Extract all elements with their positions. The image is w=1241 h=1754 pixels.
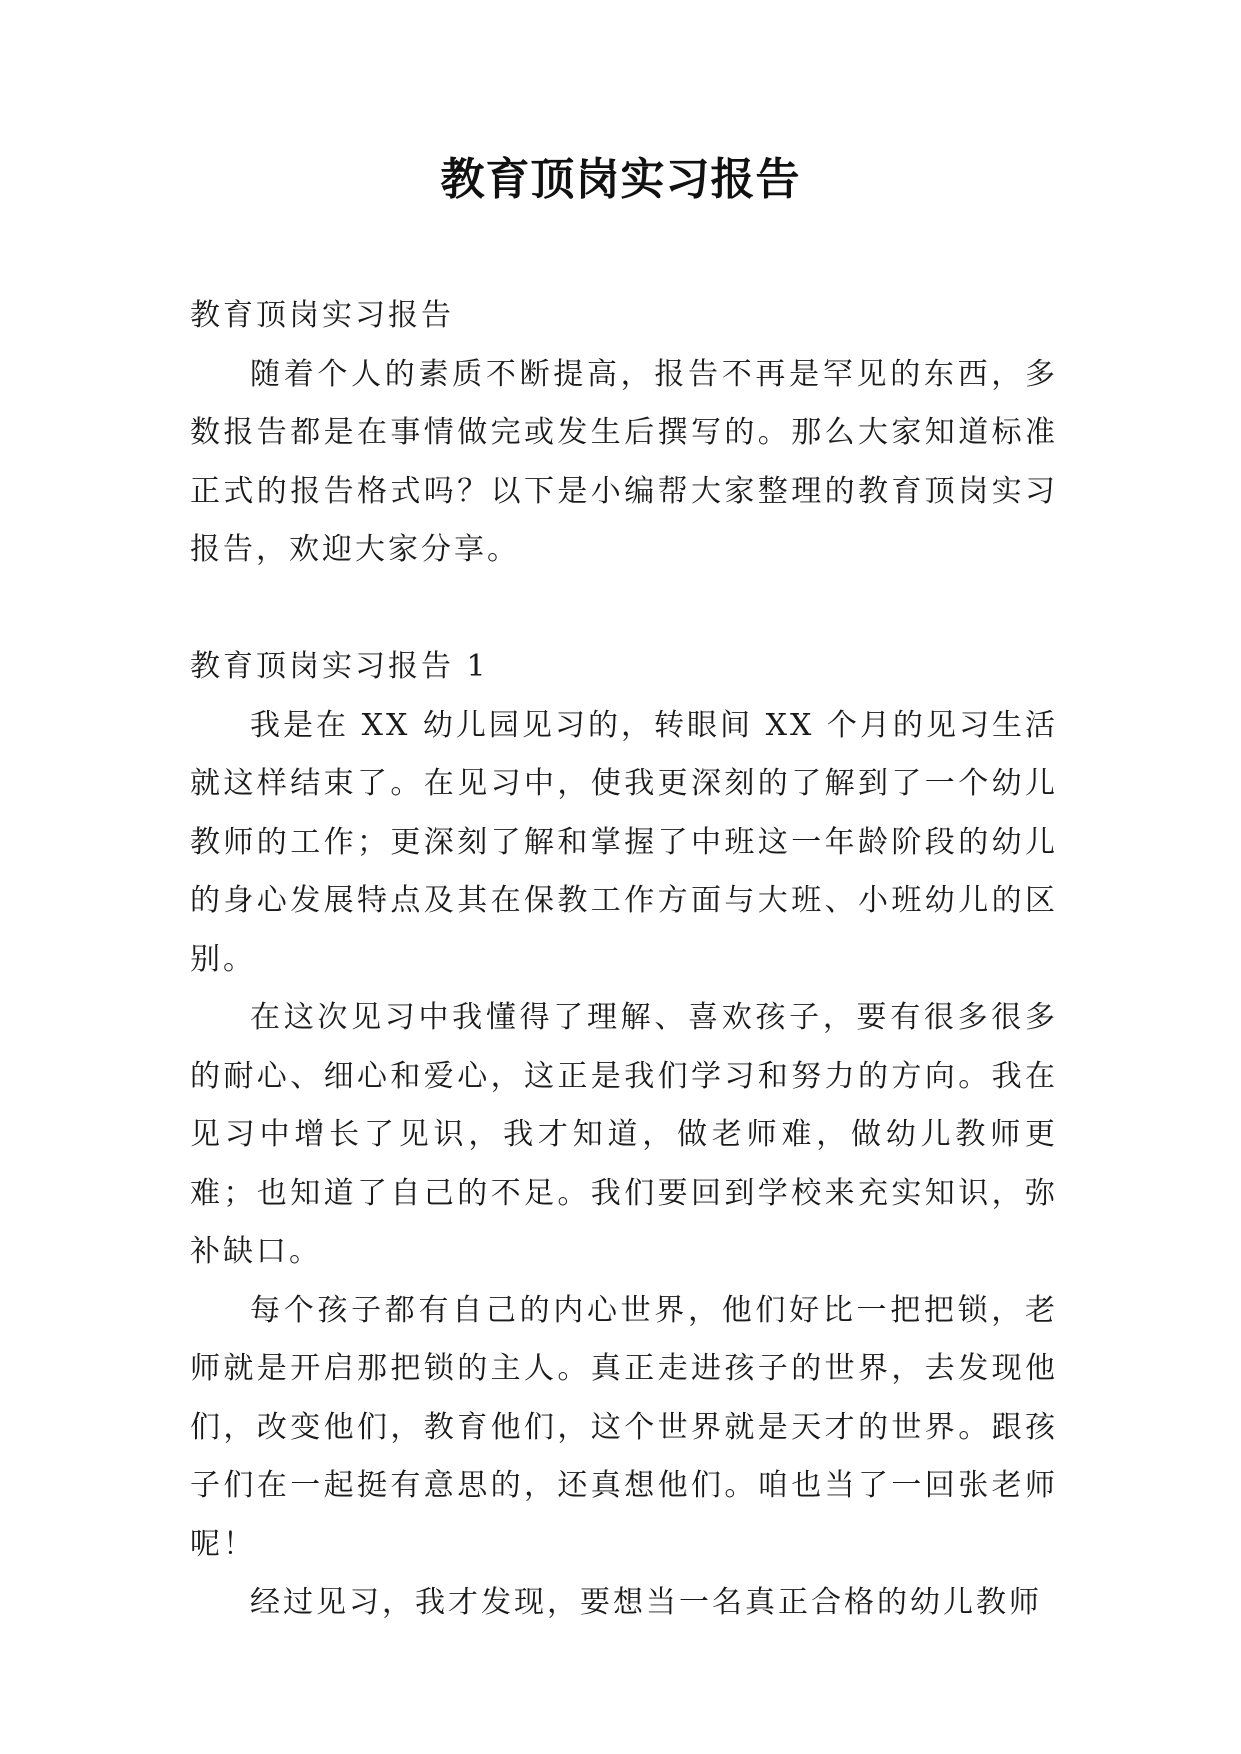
section-spacer <box>190 580 1058 639</box>
document-body <box>190 287 1058 1633</box>
section-heading: 教育顶岗实习报告 1 <box>190 649 489 684</box>
paragraph-1: 我是在 XX 幼儿园见习的，转眼间 XX 个月的见习生活就这样结束了。在见习中，使我更深刻的了解到了一个幼儿教师的工作；更深刻了解和掌握了中班这一年龄阶段的幼儿的身心发展特点及其在保教工作方面与大班、小班幼儿的区别。 <box>190 707 1058 977</box>
paragraph-3: 每个孩子都有自己的内心世界，他们好比一把把锁，老师就是开启那把锁的主人。真正走进孩子的世界，去发现他们，改变他们，教育他们，这个世界就是天才的世界。跟孩子们在一起挺有意思的，还真想他们。咱也当了一回张老师呢！ <box>190 1292 1058 1562</box>
document-title: 教育顶岗实习报告 <box>440 154 801 205</box>
paragraph-2: 在这次见习中我懂得了理解、喜欢孩子，要有很多很多的耐心、细心和爱心，这正是我们学习和努力的方向。我在见习中增长了见识，我才知道，做老师难，做幼儿教师更难；也知道了自己的不足。我们要回到学校来充实知识，弥补缺口。 <box>190 1000 1058 1269</box>
intro-heading: 教育顶岗实习报告 <box>190 298 454 333</box>
intro-paragraph: 随着个人的素质不断提高，报告不再是罕见的东西，多数报告都是在事情做完或发生后撰写的。那么大家知道标准正式的报告格式吗？以下是小编帮大家整理的教育顶岗实习报告，欢迎大家分享。 <box>190 356 1058 567</box>
paragraph-4: 经过见习，我才发现，要想当一名真正合格的幼儿教师 <box>250 1585 1042 1620</box>
